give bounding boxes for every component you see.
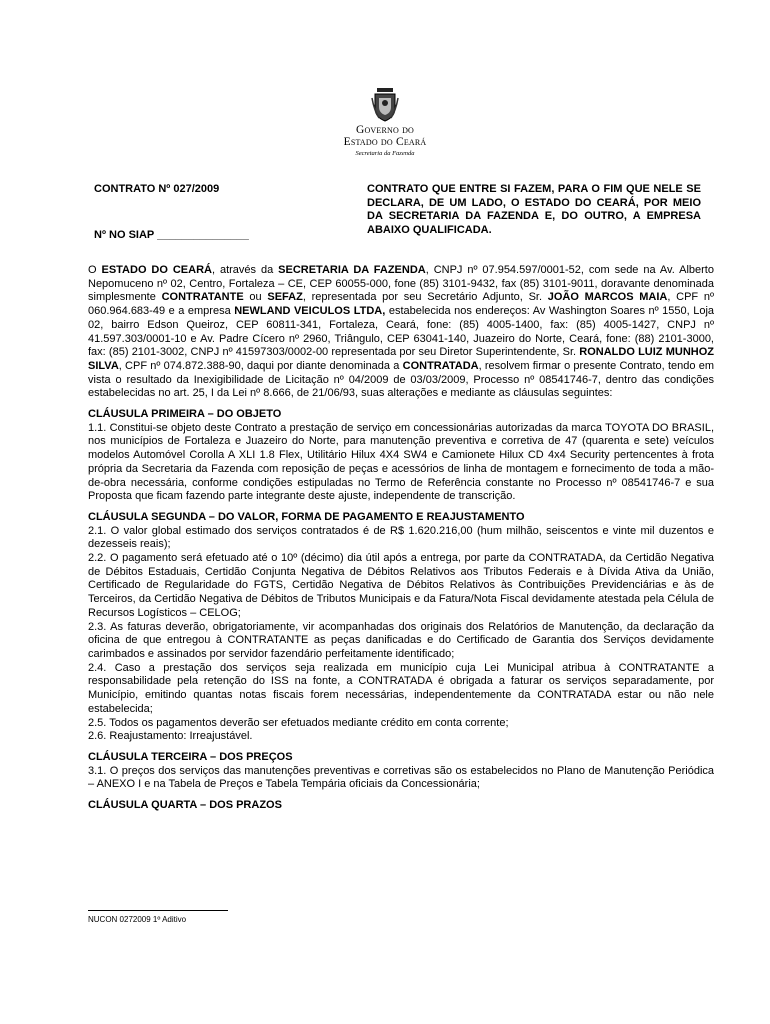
contract-preamble: CONTRATO QUE ENTRE SI FAZEM, PARA O FIM QUE NELE SE DECLARA, DE UM LADO, O ESTADO DO CEARÁ, POR MEIO DA SECRETARIA DA FAZENDA E, DO OUTRO, A EMPRESA ABAIXO QUALIFICADA. bbox=[367, 183, 701, 237]
clause-1-item-1: 1.1. Constitui-se objeto deste Contrato a prestação de serviço em concessionárias autorizadas da marca TOYOTA DO BRASIL, nos municípios de Fortaleza e Juazeiro do Norte, para manutenção preventiva e corretiva de 47 (quarenta e sete) veículos modelos Automóvel Corolla A XLI 1.8 Flex, Utilitário Hilux 4X4 SW4 e Camionete Hilux CD 4x4 Security pertencentes à frota própria da Secretaria da Fazenda com reposição de peças e acessórios de linha de montagem e fornecimento de toda a mão-de-obra necessária, conforme condições estipuladas no Termo de Referência constante no Processo nº 08541746-7 e sua Proposta que ficam fazendo parte integrante deste ajuste, independente de transcrição. bbox=[88, 421, 714, 503]
contract-body bbox=[88, 264, 714, 813]
contract-number: CONTRATO Nº 027/2009 bbox=[94, 183, 220, 195]
clause-2-item-2: 2.2. O pagamento será efetuado até o 10º (décimo) dia útil após a entrega, por parte da CONTRATADA, da Certidão Negativa de Débitos Estaduais, Certidão Conjunta Negativa de Débitos Relativos aos Tributos Federais e à Dívida Ativa da União, Certificado de Regularidade do FGTS, Certidão Negativa de Débitos Relativos às Contribuições Previdenciárias e às de Terceiros, da Certidão Negativa de Débitos de Tributos Municipais e da Fatura/Nota Fiscal devidamente atestada pela Célula de Recursos Logísticos – CELOG; bbox=[88, 552, 714, 619]
footer-rule bbox=[88, 910, 228, 911]
siap-number: Nº NO SIAP _______________ bbox=[94, 229, 249, 241]
clause-2-item-5: 2.5. Todos os pagamentos deverão ser efetuados mediante crédito em conta corrente; bbox=[88, 716, 509, 729]
clause-2-item-6: 2.6. Reajustamento: Irreajustável. bbox=[88, 730, 253, 743]
letterhead-line-2: Estado do Ceará bbox=[343, 136, 427, 148]
clause-4-title: CLÁUSULA QUARTA – DOS PRAZOS bbox=[88, 799, 282, 812]
clause-2-item-3: 2.3. As faturas deverão, obrigatoriamente, vir acompanhadas dos originais dos Relatórios de Manutenção, da declaração da oficina de que entregou à CONTRATANTE as peças danificadas e do Certificado de Garantia dos Serviços devidamente carimbados e assinados por servidor fazendário perfeitamente identificado; bbox=[88, 620, 714, 660]
footer-text: NUCON 0272009 1º Aditivo bbox=[88, 915, 187, 924]
clause-2-title: CLÁUSULA SEGUNDA – DO VALOR, FORMA DE PAGAMENTO E REAJUSTAMENTO bbox=[88, 510, 525, 523]
clause-3-title: CLÁUSULA TERCEIRA – DOS PREÇOS bbox=[88, 750, 293, 763]
clause-1-title: CLÁUSULA PRIMEIRA – DO OBJETO bbox=[88, 408, 282, 421]
intro-paragraph: O ESTADO DO CEARÁ, através da SECRETARIA DA FAZENDA, CNPJ nº 07.954.597/0001-52, com sede na Av. Alberto Nepomuceno nº 02, Centro, Fortaleza – CE, CEP 60055-000, fone (85) 3101-9432, fax (85) 3101-9011, doravante denominada simplesmente CONTRATANTE ou SEFAZ, representada por seu Secretário Adjunto, Sr. JOÃO MARCOS MAIA, CPF nº 060.964.683-49 e a empresa NEWLAND VEICULOS LTDA, estabelecida nos endereços: Av Washington Soares nº 1550, Loja 02, bairro Edson Queiroz, CEP 60811-341, Fortaleza, Ceará, fone: (85) 4005-1400, fax: (85) 4005-1427, CNPJ nº 41.597.303/0001-10 e Av. Padre Cícero nº 2960, Triângulo, CEP 63041-140, Juazeiro do Norte, Ceará, fone: (88) 2101-3000, fax: (85) 2101-3002, CNPJ nº 41597303/0002-00 representada por seu Diretor Superintendente, Sr. RONALDO LUIZ MUNHOZ SILVA, CPF nº 074.872.388-90, daqui por diante denominada a CONTRATADA, resolvem firmar o presente Contrato, tendo em vista o resultado da Inexigibilidade de Licitação nº 04/2009 de 03/03/2009, Processo nº 08541746-7, dentro das condições estabelecidas no art. 25, I da Lei nº 8.666, de 21/06/93, suas alterações e mediante as cláusulas seguintes: bbox=[88, 264, 715, 400]
clause-2-item-1: 2.1. O valor global estimado dos serviços contratados é de R$ 1.620.216,00 (hum milhão, seiscentos e vinte mil duzentos e dezesseis reais); bbox=[88, 524, 714, 551]
clause-3-item-1: 3.1. O preços dos serviços das manutenções preventivas e corretivas são os estabelecidos no Plano de Manutenção Periódica – ANEXO I e na Tabela de Preços e Tabela Tempária oficiais da Concessionária; bbox=[88, 764, 714, 791]
ceara-coat-of-arms-icon bbox=[371, 88, 399, 122]
letterhead-line-1: Governo do bbox=[355, 124, 415, 136]
clause-2-item-4: 2.4. Caso a prestação dos serviços seja realizada em município cuja Lei Municipal atribua à CONTRATANTE a responsabilidade pela retenção do ISS na fonte, a CONTRATADA é obrigada a faturar os serviços separadamente, por Município, emitindo quantas notas fiscais forem necessárias, independentemente da CONTRATADA estar ou não nele estabelecida; bbox=[88, 661, 714, 715]
letterhead-line-3: Secretaria da Fazenda bbox=[355, 150, 415, 157]
